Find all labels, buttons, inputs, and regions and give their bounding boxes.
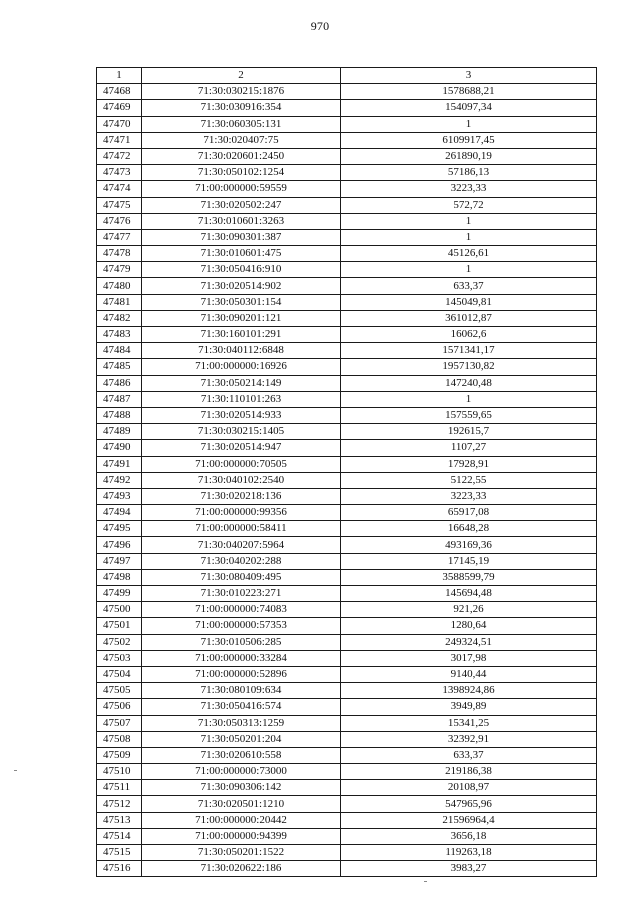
row-number-cell: 47495 bbox=[97, 521, 142, 537]
cadastral-number-cell: 71:00:000000:94399 bbox=[142, 828, 341, 844]
row-number-cell: 47480 bbox=[97, 278, 142, 294]
row-number-cell: 47473 bbox=[97, 165, 142, 181]
row-number-cell: 47506 bbox=[97, 699, 142, 715]
table-row bbox=[97, 666, 597, 682]
cadastral-number-cell: 71:30:010601:3263 bbox=[142, 213, 341, 229]
value-cell: 921,26 bbox=[341, 602, 597, 618]
table-row bbox=[97, 586, 597, 602]
cadastral-number-cell: 71:30:010601:475 bbox=[142, 246, 341, 262]
cadastral-number-cell: 71:00:000000:59559 bbox=[142, 181, 341, 197]
table-row bbox=[97, 327, 597, 343]
value-cell: 147240,48 bbox=[341, 375, 597, 391]
value-cell: 1280,64 bbox=[341, 618, 597, 634]
row-number-cell: 47501 bbox=[97, 618, 142, 634]
value-cell: 21596964,4 bbox=[341, 812, 597, 828]
page-number: 970 bbox=[310, 19, 330, 33]
table-row bbox=[97, 796, 597, 812]
row-number-cell: 47508 bbox=[97, 731, 142, 747]
cadastral-number-cell: 71:30:010223:271 bbox=[142, 586, 341, 602]
table-row bbox=[97, 650, 597, 666]
table-row bbox=[97, 359, 597, 375]
value-cell: 1 bbox=[341, 213, 597, 229]
table-row bbox=[97, 747, 597, 763]
cadastral-number-cell: 71:30:020514:902 bbox=[142, 278, 341, 294]
cadastral-number-cell: 71:00:000000:58411 bbox=[142, 521, 341, 537]
value-cell: 17145,19 bbox=[341, 553, 597, 569]
row-number-cell: 47493 bbox=[97, 488, 142, 504]
table-row bbox=[97, 553, 597, 569]
row-number-cell: 47515 bbox=[97, 845, 142, 861]
row-number-cell: 47497 bbox=[97, 553, 142, 569]
table-row bbox=[97, 181, 597, 197]
cadastral-number-cell: 71:00:000000:20442 bbox=[142, 812, 341, 828]
cadastral-number-cell: 71:30:160101:291 bbox=[142, 327, 341, 343]
table-row bbox=[97, 262, 597, 278]
value-cell: 1578688,21 bbox=[341, 84, 597, 100]
value-cell: 3223,33 bbox=[341, 181, 597, 197]
table-row bbox=[97, 278, 597, 294]
table-row bbox=[97, 343, 597, 359]
row-number-cell: 47499 bbox=[97, 586, 142, 602]
table-row bbox=[97, 165, 597, 181]
cadastral-number-cell: 71:30:020514:947 bbox=[142, 440, 341, 456]
table-row bbox=[97, 391, 597, 407]
row-number-cell: 47472 bbox=[97, 148, 142, 164]
value-cell: 633,37 bbox=[341, 747, 597, 763]
value-cell: 219186,38 bbox=[341, 764, 597, 780]
table-row bbox=[97, 812, 597, 828]
value-cell: 361012,87 bbox=[341, 310, 597, 326]
row-number-cell: 47481 bbox=[97, 294, 142, 310]
cadastral-number-cell: 71:30:050301:154 bbox=[142, 294, 341, 310]
row-number-cell: 47488 bbox=[97, 407, 142, 423]
cadastral-number-cell: 71:30:020601:2450 bbox=[142, 148, 341, 164]
table-row bbox=[97, 731, 597, 747]
table-row bbox=[97, 246, 597, 262]
cadastral-number-cell: 71:30:080409:495 bbox=[142, 569, 341, 585]
value-cell: 261890,19 bbox=[341, 148, 597, 164]
cadastral-number-cell: 71:30:050313:1259 bbox=[142, 715, 341, 731]
row-number-cell: 47507 bbox=[97, 715, 142, 731]
value-cell: 45126,61 bbox=[341, 246, 597, 262]
cadastral-number-cell: 71:30:050102:1254 bbox=[142, 165, 341, 181]
cadastral-number-cell: 71:30:050201:1522 bbox=[142, 845, 341, 861]
value-cell: 1 bbox=[341, 116, 597, 132]
value-cell: 3588599,79 bbox=[341, 569, 597, 585]
value-cell: 15341,25 bbox=[341, 715, 597, 731]
cadastral-number-cell: 71:30:020407:75 bbox=[142, 132, 341, 148]
value-cell: 192615,7 bbox=[341, 424, 597, 440]
cadastral-number-cell: 71:30:020501:1210 bbox=[142, 796, 341, 812]
row-number-cell: 47479 bbox=[97, 262, 142, 278]
cadastral-number-cell: 71:30:020218:136 bbox=[142, 488, 341, 504]
cadastral-number-cell: 71:30:030916:354 bbox=[142, 100, 341, 116]
row-number-cell: 47483 bbox=[97, 327, 142, 343]
cadastral-number-cell: 71:00:000000:70505 bbox=[142, 456, 341, 472]
value-cell: 57186,13 bbox=[341, 165, 597, 181]
cadastral-number-cell: 71:30:050416:574 bbox=[142, 699, 341, 715]
value-cell: 3656,18 bbox=[341, 828, 597, 844]
row-number-cell: 47512 bbox=[97, 796, 142, 812]
table-row bbox=[97, 148, 597, 164]
row-number-cell: 47471 bbox=[97, 132, 142, 148]
table-row bbox=[97, 505, 597, 521]
table-row bbox=[97, 618, 597, 634]
row-number-cell: 47516 bbox=[97, 861, 142, 877]
cadastral-number-cell: 71:30:040207:5964 bbox=[142, 537, 341, 553]
table-row bbox=[97, 764, 597, 780]
row-number-cell: 47487 bbox=[97, 391, 142, 407]
value-cell: 17928,91 bbox=[341, 456, 597, 472]
value-cell: 157559,65 bbox=[341, 407, 597, 423]
value-cell: 5122,55 bbox=[341, 472, 597, 488]
row-number-cell: 47491 bbox=[97, 456, 142, 472]
value-cell: 145694,48 bbox=[341, 586, 597, 602]
row-number-cell: 47511 bbox=[97, 780, 142, 796]
value-cell: 65917,08 bbox=[341, 505, 597, 521]
row-number-cell: 47468 bbox=[97, 84, 142, 100]
table-row bbox=[97, 488, 597, 504]
table-row bbox=[97, 634, 597, 650]
value-cell: 9140,44 bbox=[341, 666, 597, 682]
value-cell: 249324,51 bbox=[341, 634, 597, 650]
cadastral-number-cell: 71:30:060305:131 bbox=[142, 116, 341, 132]
row-number-cell: 47505 bbox=[97, 683, 142, 699]
cadastral-number-cell: 71:30:050416:910 bbox=[142, 262, 341, 278]
row-number-cell: 47486 bbox=[97, 375, 142, 391]
value-cell: 3223,33 bbox=[341, 488, 597, 504]
value-cell: 1 bbox=[341, 262, 597, 278]
cadastral-number-cell: 71:00:000000:16926 bbox=[142, 359, 341, 375]
row-number-cell: 47482 bbox=[97, 310, 142, 326]
row-number-cell: 47477 bbox=[97, 229, 142, 245]
row-number-cell: 47484 bbox=[97, 343, 142, 359]
value-cell: 154097,34 bbox=[341, 100, 597, 116]
cadastral-number-cell: 71:30:090201:121 bbox=[142, 310, 341, 326]
row-number-cell: 47478 bbox=[97, 246, 142, 262]
scan-speck bbox=[424, 881, 427, 882]
value-cell: 119263,18 bbox=[341, 845, 597, 861]
table-row bbox=[97, 375, 597, 391]
row-number-cell: 47502 bbox=[97, 634, 142, 650]
row-number-cell: 47469 bbox=[97, 100, 142, 116]
row-number-cell: 47500 bbox=[97, 602, 142, 618]
cadastral-number-cell: 71:30:090306:142 bbox=[142, 780, 341, 796]
cadastral-number-cell: 71:30:090301:387 bbox=[142, 229, 341, 245]
table-row bbox=[97, 569, 597, 585]
table-row bbox=[97, 197, 597, 213]
table-row bbox=[97, 699, 597, 715]
cadastral-number-cell: 71:30:020610:558 bbox=[142, 747, 341, 763]
cadastral-number-cell: 71:30:020622:186 bbox=[142, 861, 341, 877]
table-row bbox=[97, 780, 597, 796]
row-number-cell: 47470 bbox=[97, 116, 142, 132]
scan-speck bbox=[14, 770, 17, 771]
table-row bbox=[97, 132, 597, 148]
row-number-cell: 47485 bbox=[97, 359, 142, 375]
value-cell: 1398924,86 bbox=[341, 683, 597, 699]
value-cell: 1571341,17 bbox=[341, 343, 597, 359]
table-row bbox=[97, 116, 597, 132]
row-number-cell: 47489 bbox=[97, 424, 142, 440]
table-row bbox=[97, 472, 597, 488]
row-number-cell: 47504 bbox=[97, 666, 142, 682]
table-row bbox=[97, 602, 597, 618]
table-row bbox=[97, 715, 597, 731]
row-number-cell: 47475 bbox=[97, 197, 142, 213]
cadastral-number-cell: 71:30:020514:933 bbox=[142, 407, 341, 423]
cadastral-number-cell: 71:30:030215:1405 bbox=[142, 424, 341, 440]
cadastral-number-cell: 71:30:020502:247 bbox=[142, 197, 341, 213]
value-cell: 3983,27 bbox=[341, 861, 597, 877]
table-body bbox=[97, 84, 597, 877]
cadastral-number-cell: 71:30:080109:634 bbox=[142, 683, 341, 699]
column-header-cadastral-number: 2 bbox=[142, 68, 341, 84]
row-number-cell: 47490 bbox=[97, 440, 142, 456]
cadastral-number-cell: 71:30:110101:263 bbox=[142, 391, 341, 407]
value-cell: 572,72 bbox=[341, 197, 597, 213]
table-row bbox=[97, 229, 597, 245]
cadastral-number-cell: 71:00:000000:57353 bbox=[142, 618, 341, 634]
table-row bbox=[97, 424, 597, 440]
cadastral-number-cell: 71:30:050214:149 bbox=[142, 375, 341, 391]
value-cell: 3017,98 bbox=[341, 650, 597, 666]
row-number-cell: 47503 bbox=[97, 650, 142, 666]
table-row bbox=[97, 537, 597, 553]
row-number-cell: 47474 bbox=[97, 181, 142, 197]
table-row bbox=[97, 213, 597, 229]
value-cell: 1 bbox=[341, 391, 597, 407]
row-number-cell: 47492 bbox=[97, 472, 142, 488]
row-number-cell: 47510 bbox=[97, 764, 142, 780]
value-cell: 493169,36 bbox=[341, 537, 597, 553]
column-header-number: 1 bbox=[97, 68, 142, 84]
row-number-cell: 47513 bbox=[97, 812, 142, 828]
value-cell: 6109917,45 bbox=[341, 132, 597, 148]
value-cell: 547965,96 bbox=[341, 796, 597, 812]
cadastral-table-container bbox=[96, 67, 596, 877]
cadastral-number-cell: 71:30:010506:285 bbox=[142, 634, 341, 650]
row-number-cell: 47476 bbox=[97, 213, 142, 229]
table-row bbox=[97, 861, 597, 877]
table-row bbox=[97, 456, 597, 472]
row-number-cell: 47498 bbox=[97, 569, 142, 585]
value-cell: 3949,89 bbox=[341, 699, 597, 715]
value-cell: 145049,81 bbox=[341, 294, 597, 310]
value-cell: 633,37 bbox=[341, 278, 597, 294]
table-row bbox=[97, 100, 597, 116]
cadastral-value-table bbox=[96, 67, 597, 877]
table-row bbox=[97, 294, 597, 310]
value-cell: 16648,28 bbox=[341, 521, 597, 537]
table-header-row bbox=[97, 68, 597, 84]
value-cell: 1107,27 bbox=[341, 440, 597, 456]
column-header-value: 3 bbox=[341, 68, 597, 84]
table-row bbox=[97, 440, 597, 456]
table-row bbox=[97, 521, 597, 537]
row-number-cell: 47509 bbox=[97, 747, 142, 763]
table-row bbox=[97, 845, 597, 861]
row-number-cell: 47494 bbox=[97, 505, 142, 521]
cadastral-number-cell: 71:30:040112:6848 bbox=[142, 343, 341, 359]
cadastral-number-cell: 71:30:040202:288 bbox=[142, 553, 341, 569]
cadastral-number-cell: 71:30:050201:204 bbox=[142, 731, 341, 747]
table-row bbox=[97, 828, 597, 844]
row-number-cell: 47496 bbox=[97, 537, 142, 553]
table-row bbox=[97, 310, 597, 326]
value-cell: 20108,97 bbox=[341, 780, 597, 796]
cadastral-number-cell: 71:00:000000:73000 bbox=[142, 764, 341, 780]
row-number-cell: 47514 bbox=[97, 828, 142, 844]
table-row bbox=[97, 84, 597, 100]
cadastral-number-cell: 71:30:030215:1876 bbox=[142, 84, 341, 100]
cadastral-number-cell: 71:00:000000:52896 bbox=[142, 666, 341, 682]
value-cell: 1957130,82 bbox=[341, 359, 597, 375]
value-cell: 32392,91 bbox=[341, 731, 597, 747]
table-row bbox=[97, 407, 597, 423]
cadastral-number-cell: 71:30:040102:2540 bbox=[142, 472, 341, 488]
cadastral-number-cell: 71:00:000000:74083 bbox=[142, 602, 341, 618]
cadastral-number-cell: 71:00:000000:99356 bbox=[142, 505, 341, 521]
table-row bbox=[97, 683, 597, 699]
value-cell: 1 bbox=[341, 229, 597, 245]
value-cell: 16062,6 bbox=[341, 327, 597, 343]
cadastral-number-cell: 71:00:000000:33284 bbox=[142, 650, 341, 666]
